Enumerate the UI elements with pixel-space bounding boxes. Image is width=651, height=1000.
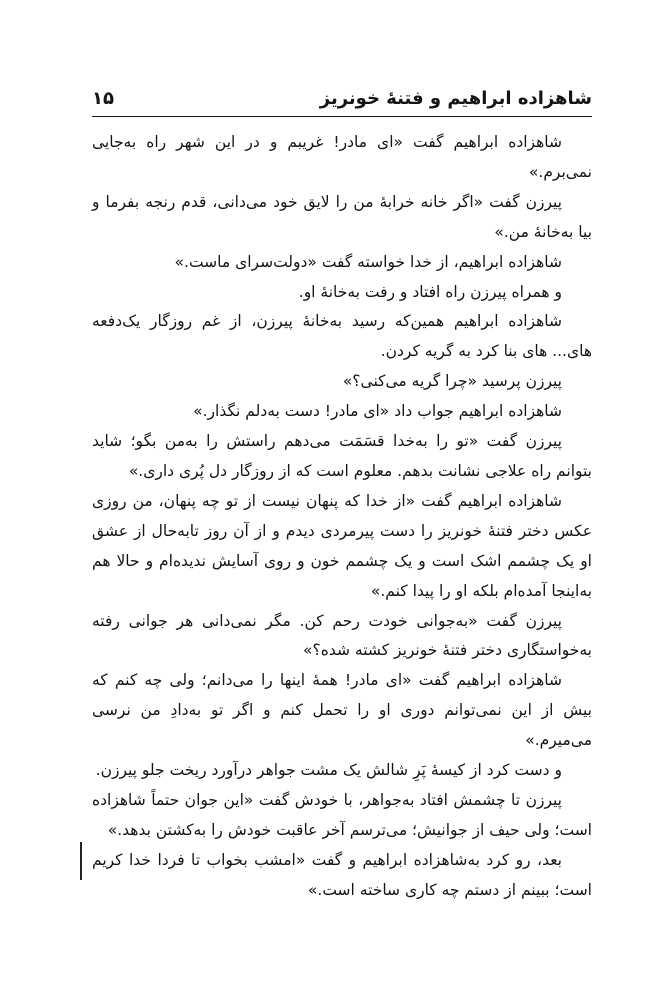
paragraph: پیرزن گفت «اگر خانه خرابهٔ من را لایق خود می‌دانی، قدم رنجه بفرما و بیا به‌خانهٔ من.»	[92, 192, 592, 241]
paragraph: شاهزاده ابراهیم، از خدا خواسته گفت «دولت‌سرای ماست.»	[174, 252, 562, 271]
body-text	[92, 128, 592, 906]
paragraph: شاهزاده ابراهیم گفت «ای مادر! غریبم و در این شهر راه به‌جایی نمی‌برم.»	[92, 133, 592, 181]
paragraph: بعد، رو کرد به‌شاهزاده ابراهیم و گفت «امشب بخواب تا فردا خدا کریم است؛ ببینم از دستم چه کاری ساخته است.»	[92, 850, 592, 899]
paragraph: پیرزن تا چشمش افتاد به‌جواهر، با خودش گفت «این جوان حتماً شاهزاده است؛ ولی حیف از جوانیش؛ می‌ترسم آخر عاقبت خودش را به‌کشتن بدهد.»	[92, 790, 592, 839]
paragraph: و دست کرد از کیسهٔ پَرِ شالش یک مشت جواهر درآورد ریخت جلو پیرزن.	[95, 761, 562, 780]
paragraph: شاهزاده ابراهیم جواب داد «ای مادر! دست به‌دلم نگذار.»	[193, 402, 562, 421]
running-header	[92, 84, 592, 114]
paragraph: پیرزن گفت «به‌جوانی خودت رحم کن. مگر نمی‌دانی هر جوانی رفته به‌خواستگاری دختر فتنهٔ خونریز کشته شده؟»	[92, 611, 592, 660]
header-rule	[92, 116, 592, 117]
margin-mark	[80, 842, 82, 880]
page-number: ۱۵	[92, 88, 114, 109]
paragraph: شاهزاده ابراهیم همین‌که رسید به‌خانهٔ پیرزن، از غم روزگار یک‌دفعه های... های بنا کرد به گریه کردن.	[92, 312, 592, 361]
paragraph: پیرزن گفت «تو را به‌خدا قسَمَت می‌دهم راستش را به‌من بگو؛ شاید بتوانم راه علاجی نشانت بدهم. معلوم است که از روزگار دل پُری داری.»	[92, 432, 592, 480]
chapter-title: شاهزاده ابراهیم و فتنهٔ خونریز	[319, 88, 592, 109]
paragraph: شاهزاده ابراهیم گفت «از خدا که پنهان نیست از تو چه پنهان، من روزی عکس دختر فتنهٔ خونریز را دست پیرمردی دیدم و از آن روز تابه‌حال از عشق او یک چشمم اشک است و یک چشمم خون و روی آسایش ندیده‌ام و حالا هم به‌اینجا آمده‌ام بلکه او را پیدا کنم.»	[92, 491, 592, 600]
paragraph: و همراه پیرزن راه افتاد و رفت به‌خانهٔ او.	[298, 282, 562, 301]
paragraph: پیرزن پرسید «چرا گریه می‌کنی؟»	[342, 372, 562, 391]
paragraph: شاهزاده ابراهیم گفت «ای مادر! همهٔ اینها را می‌دانم؛ ولی چه کنم که بیش از این نمی‌توانم دوری او را تحمل کنم و اگر تو به‌دادِ من نرسی می‌میرم.»	[92, 671, 592, 750]
